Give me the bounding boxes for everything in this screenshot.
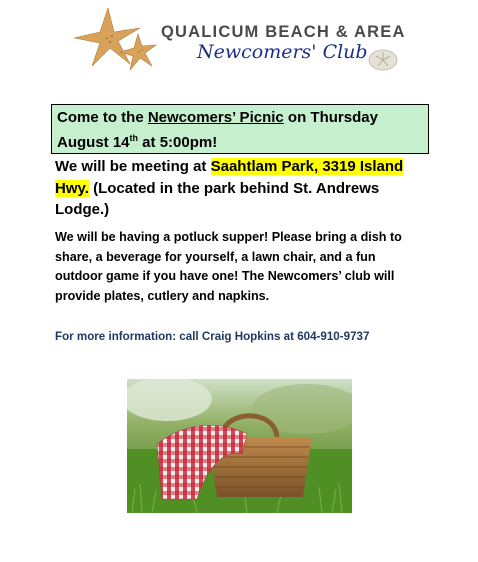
picnic-event-name: Newcomers’ Picnic bbox=[147, 109, 284, 126]
picnic-basket-photo bbox=[127, 379, 352, 513]
picnic-date-ordinal: th bbox=[129, 133, 139, 143]
meeting-location-highlight: Saahtlam Park, 3319 Island Hwy. bbox=[55, 158, 404, 197]
club-name-line1: QUALICUM BEACH & AREA bbox=[161, 23, 406, 41]
contact-info: For more information: call Craig Hopkins at 604-910-9737 bbox=[55, 330, 370, 343]
club-name-line2: Newcomers' Club bbox=[197, 41, 368, 63]
sand-dollar-icon bbox=[368, 48, 398, 72]
potluck-paragraph: We will be having a potluck supper! Please bring a dish to share, a beverage for yourself, a lawn chair, and a fun outdoor game if you have one! The Newcomers’ club will provide plates, cutlery and napkins. bbox=[55, 230, 402, 303]
meeting-location-paragraph bbox=[55, 156, 415, 221]
meeting-prefix: We will be meeting at bbox=[55, 158, 211, 175]
picnic-prefix: Come to the bbox=[57, 109, 148, 126]
picnic-date: on Thursday August 14 bbox=[57, 109, 378, 151]
meeting-suffix: (Located in the park behind St. Andrews Lodge.) bbox=[55, 179, 380, 218]
picnic-time: at 5:00pm! bbox=[138, 134, 218, 151]
picnic-announcement-box bbox=[51, 104, 429, 154]
starfish-icon bbox=[60, 8, 170, 78]
club-logo-header bbox=[60, 8, 420, 88]
